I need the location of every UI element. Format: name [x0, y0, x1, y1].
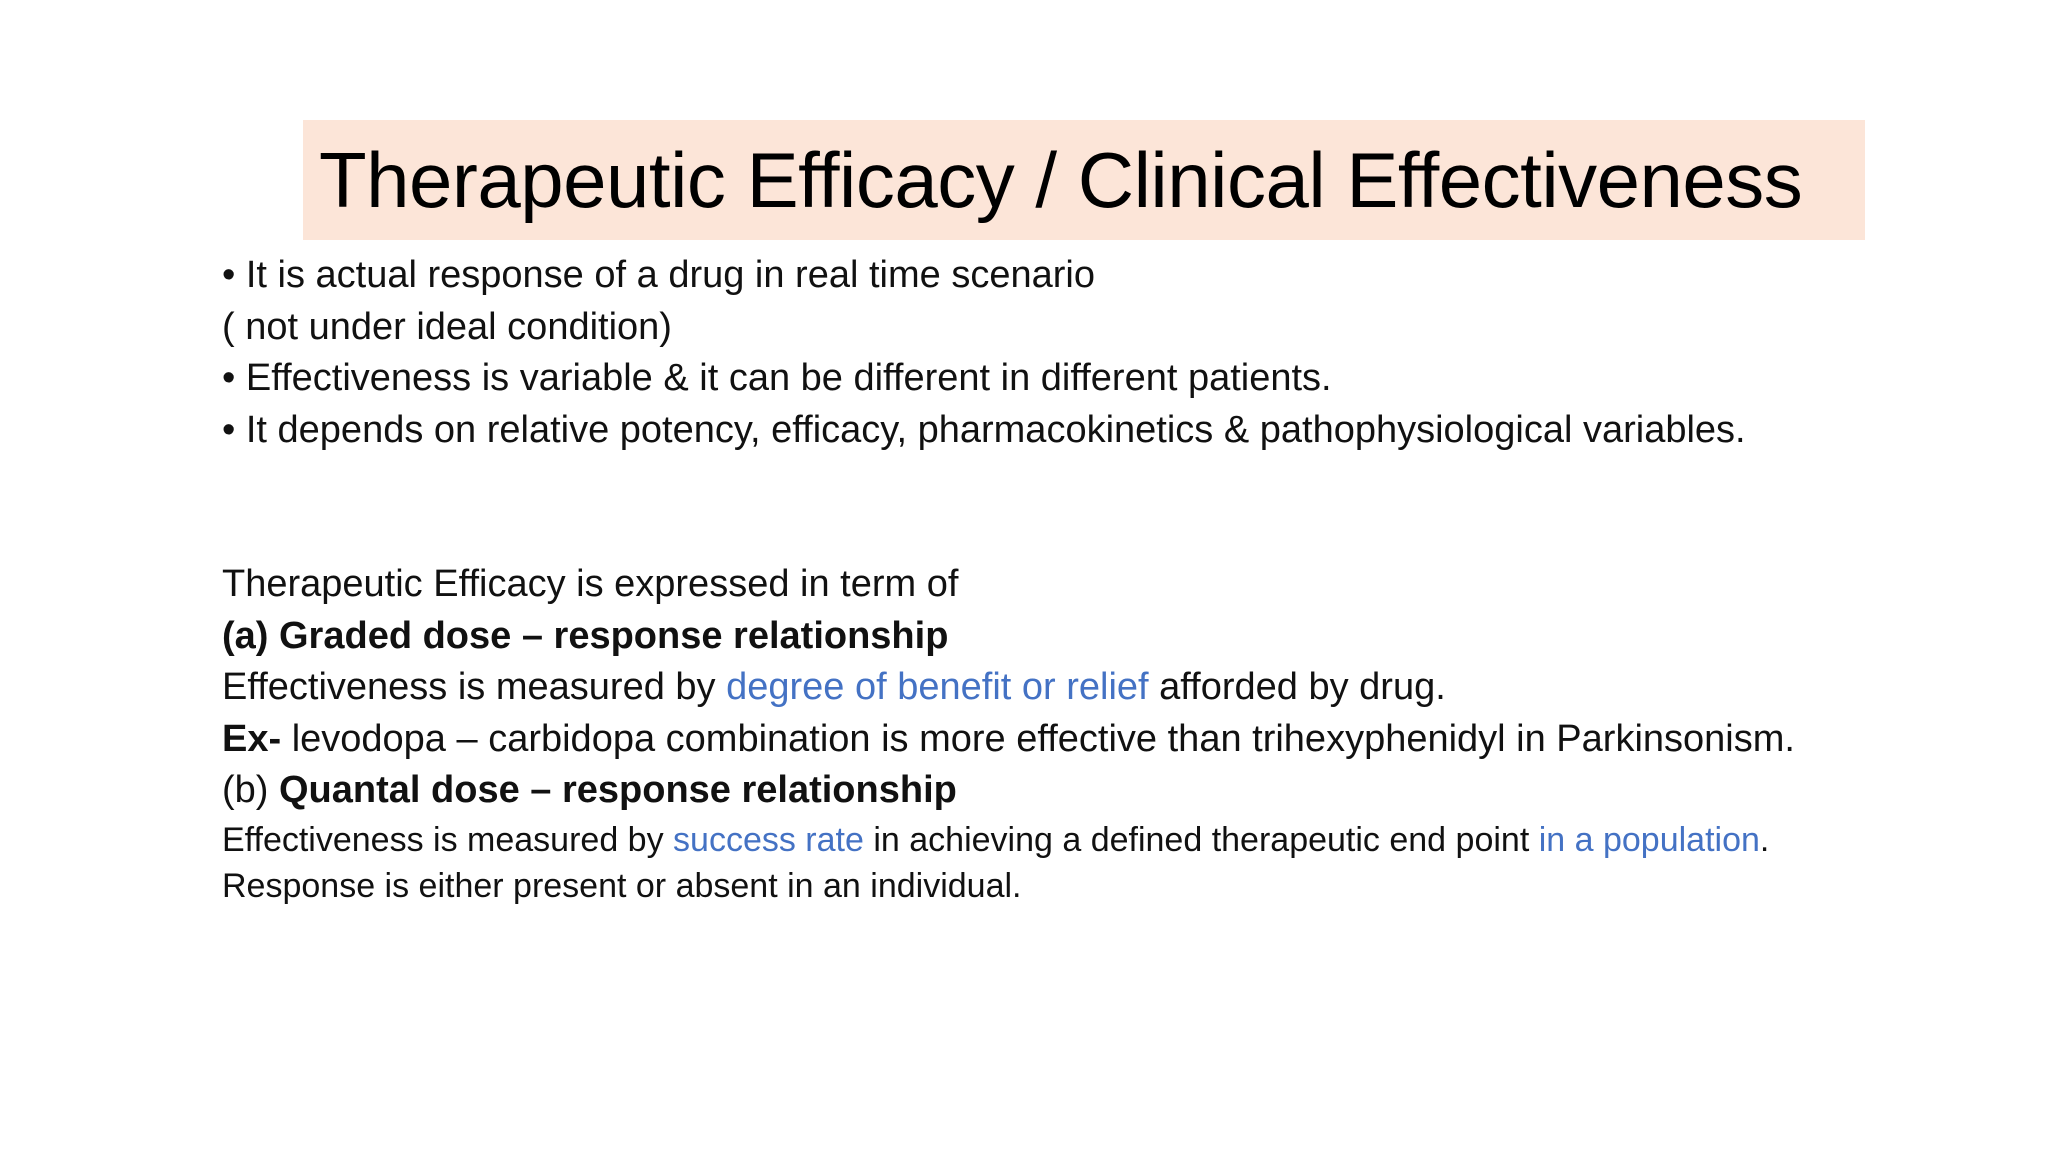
quantal-prefix: (b)	[222, 769, 279, 811]
example-line	[222, 714, 2022, 766]
slide-title: Therapeutic Efficacy / Clinical Effectiveness	[319, 136, 1803, 224]
bullet-list	[222, 250, 2022, 456]
quantal-highlight-1: success rate	[673, 820, 864, 859]
quantal-heading: Quantal dose – response relationship	[279, 769, 957, 811]
quantal-text-3: .	[1759, 820, 1770, 859]
quantal-text-2: in achieving a defined therapeutic end point	[863, 820, 1539, 859]
bullet-item-3: • It depends on relative potency, efficacy, pharmacokinetics & pathophysiological variables.	[222, 408, 1746, 451]
quantal-description	[222, 817, 2022, 863]
quantal-response-note: Response is either present or absent in an individual.	[222, 866, 1022, 905]
graded-highlight: degree of benefit or relief	[726, 666, 1149, 708]
bullet-item-1-continuation: ( not under ideal condition)	[222, 305, 672, 348]
graded-text-2: afforded by drug.	[1148, 666, 1446, 708]
graded-heading: (a) Graded dose – response relationship	[222, 614, 949, 657]
section-intro: Therapeutic Efficacy is expressed in term of	[222, 563, 959, 605]
title-banner	[303, 120, 1865, 240]
quantal-text-1: Effectiveness is measured by	[222, 820, 674, 859]
graded-text-1: Effectiveness is measured by	[222, 666, 727, 708]
quantal-heading-line	[222, 765, 2022, 817]
bullet-item-2: • Effectiveness is variable & it can be different in different patients.	[222, 357, 1332, 399]
graded-description	[222, 662, 2022, 714]
example-label: Ex-	[222, 717, 282, 760]
quantal-highlight-2: in a population	[1538, 820, 1760, 859]
example-text: levodopa – carbidopa combination is more effective than trihexyphenidyl in Parkinsonism.	[281, 717, 1795, 760]
efficacy-expression-section	[222, 559, 2022, 909]
bullet-item-1: • It is actual response of a drug in real time scenario	[222, 254, 1095, 296]
